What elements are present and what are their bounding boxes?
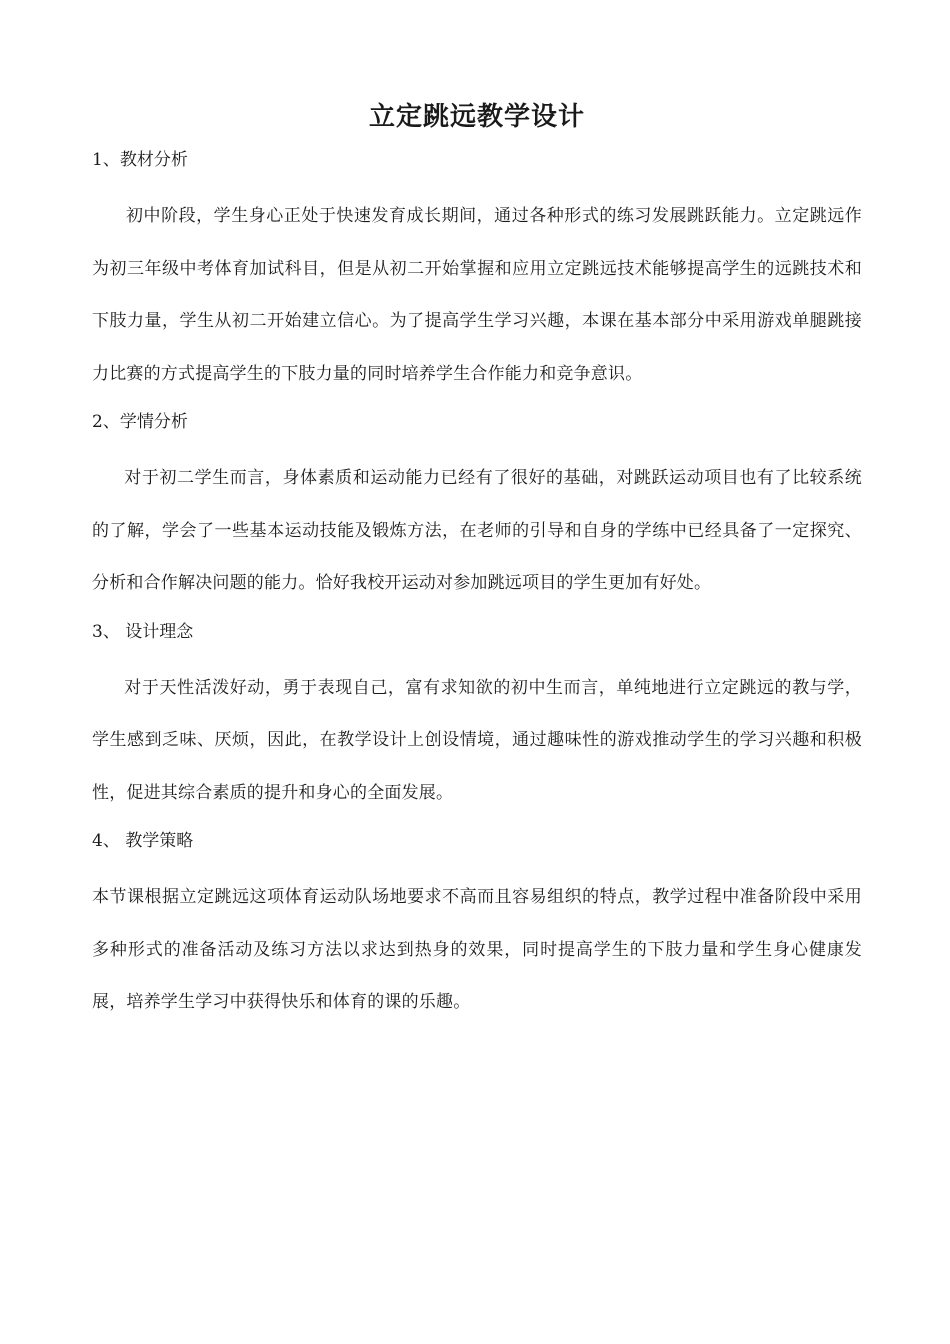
- section-learner-analysis: [92, 414, 862, 610]
- document-title: 立定跳远教学设计: [368, 102, 585, 132]
- section-heading: 3、 设计理念: [92, 621, 194, 642]
- section-paragraph: 对于初二学生而言，身体素质和运动能力已经有了很好的基础，对跳跃运动项目也有了比较系统的了解，学会了一些基本运动技能及锻炼方法，在老师的引导和自身的学练中已经具备了一定探究、分析和合作解决问题的能力。恰好我校开运动对参加跳远项目的学生更加有好处。: [92, 468, 862, 593]
- section-heading: 1、教材分析: [92, 150, 188, 170]
- section-design-concept: [92, 621, 862, 820]
- section-paragraph: 本节课根据立定跳远这项体育运动队场地要求不高而且容易组织的特点，教学过程中准备阶段中采用多种形式的准备活动及练习方法以求达到热身的效果，同时提高学生的下肢力量和学生身心健康发展，培养学生学习中获得快乐和体育的课的乐趣。: [92, 887, 862, 1012]
- section-paragraph: 初中阶段，学生身心正处于快速发育成长期间，通过各种形式的练习发展跳跃能力。立定跳远作为初三年级中考体育加试科目，但是从初二开始掌握和应用立定跳远技术能够提高学生的远跳技术和下肢力量，学生从初二开始建立信心。为了提高学生学习兴趣，本课在基本部分中采用游戏单腿跳接力比赛的方式提高学生的下肢力量的同时培养学生合作能力和竞争意识。: [92, 206, 862, 384]
- section-heading: 4、 教学策略: [92, 831, 194, 851]
- section-teaching-strategy: [92, 833, 862, 1029]
- document-page: [92, 96, 862, 1031]
- section-heading: 2、学情分析: [92, 412, 188, 432]
- section-paragraph: 对于天性活泼好动，勇于表现自己，富有求知欲的初中生而言，单纯地进行立定跳远的教与学，学生感到乏味、厌烦，因此，在教学设计上创设情境，通过趣味性的游戏推动学生的学习兴趣和积极性，促进其综合素质的提升和身心的全面发展。: [92, 677, 862, 803]
- section-materials-analysis: [92, 152, 862, 400]
